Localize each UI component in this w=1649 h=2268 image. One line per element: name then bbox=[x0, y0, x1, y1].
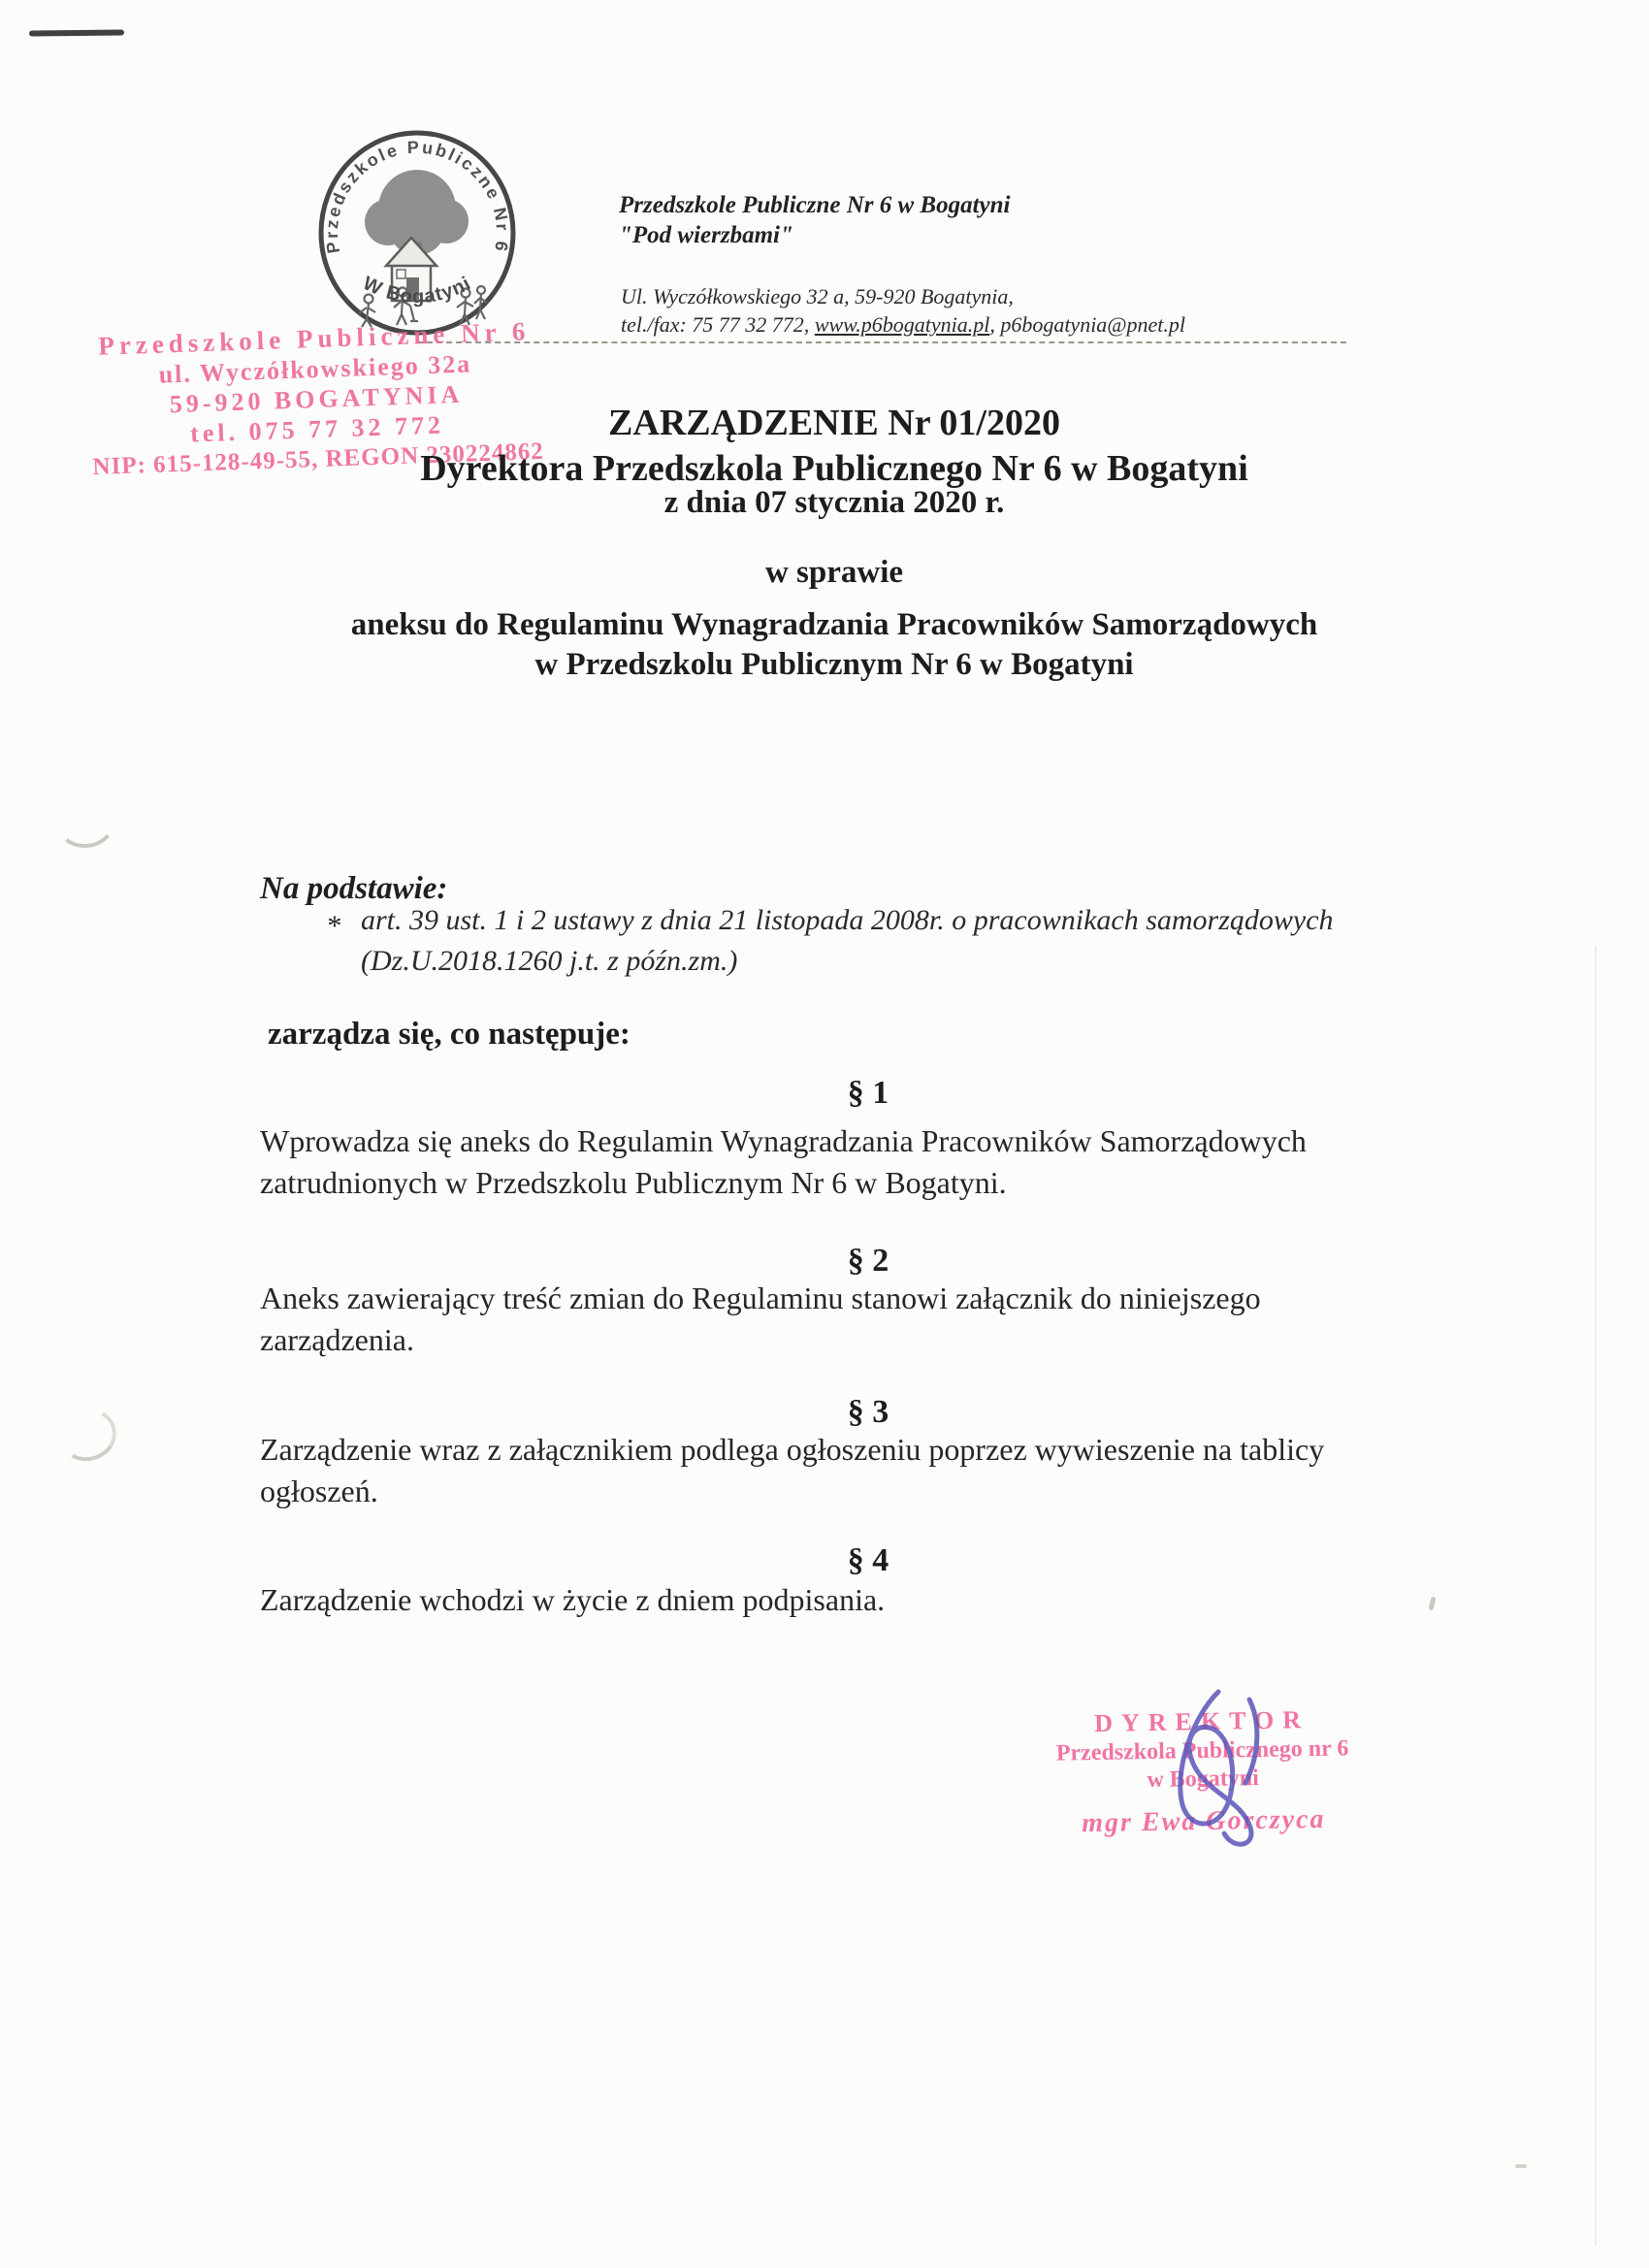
letterhead-org-line2: "Pod wierzbami" bbox=[619, 222, 793, 248]
scan-artifact-top-dash bbox=[29, 29, 124, 36]
letterhead-address-line1: Ul. Wyczółkowskiego 32 a, 59-920 Bogatynia, bbox=[621, 284, 1014, 308]
stamp-org-name: Przedszkole Publiczne Nr 6 bbox=[97, 316, 531, 361]
order-intro: zarządza się, co następuje: bbox=[268, 1017, 630, 1052]
section-2-line1: Aneks zawierający treść zmian do Regulaminu stanowi załącznik do niniejszego bbox=[260, 1280, 1261, 1315]
scan-artifact-arc-upper bbox=[51, 789, 119, 851]
stamp-nip-regon: NIP: 615-128-49-55, REGON 230224862 bbox=[92, 437, 545, 481]
signature-org-line1: Przedszkola Publicznego nr 6 bbox=[1055, 1735, 1349, 1766]
stamp-street: ul. Wyczółkowskiego 32a bbox=[158, 349, 472, 389]
legal-basis-heading: Na podstawie: bbox=[260, 871, 448, 906]
document-title-line1: ZARZĄDZENIE Nr 01/2020 bbox=[608, 403, 1060, 443]
letterhead-email: , p6bogatynia@pnet.pl bbox=[989, 312, 1186, 337]
logo-stamp-icon bbox=[313, 127, 521, 339]
section-4-mark: § 4 bbox=[847, 1542, 889, 1578]
letterhead-website-link: www.p6bogatynia.pl bbox=[814, 312, 990, 337]
scan-artifact-margin-mark bbox=[1428, 1597, 1436, 1611]
section-1-line2: zatrudnionych w Przedszkolu Publicznym Nr 6 w Bogatyni. bbox=[260, 1165, 1007, 1200]
signature-scribble-icon bbox=[1133, 1686, 1280, 1863]
legal-basis-item-line1: art. 39 ust. 1 i 2 ustawy z dnia 21 listopada 2008r. o pracownikach samorządowych bbox=[361, 904, 1334, 936]
handwritten-signature-ink bbox=[1133, 1686, 1280, 1863]
section-4-line1: Zarządzenie wchodzi w życie z dniem podpisania. bbox=[260, 1582, 886, 1617]
logo-bottom-text: W Bogatyni bbox=[359, 272, 475, 308]
document-date-line: z dnia 07 stycznia 2020 r. bbox=[663, 485, 1005, 520]
kindergarten-round-stamp-logo bbox=[313, 127, 521, 339]
scan-artifact-bottom-right-mark bbox=[1515, 2164, 1527, 2168]
logo-arc-text: Przedszkole Publiczne Nr 6 bbox=[321, 137, 513, 255]
stamp-city: 59-920 BOGATYNIA bbox=[169, 379, 464, 419]
section-3-mark: § 3 bbox=[847, 1394, 889, 1430]
signature-org-line2: w Bogatyni bbox=[1147, 1765, 1260, 1794]
section-3-line2: ogłoszeń. bbox=[260, 1474, 378, 1508]
letterhead-phone: tel./fax: 75 77 32 772, bbox=[621, 312, 815, 337]
signature-role: DYREKTOR bbox=[1093, 1705, 1310, 1737]
document-subject-line2: w Przedszkolu Publicznym Nr 6 w Bogatyni bbox=[534, 647, 1134, 682]
document-in-re: w sprawie bbox=[764, 555, 904, 590]
letterhead-org-line1: Przedszkole Publiczne Nr 6 w Bogatyni bbox=[619, 192, 1011, 218]
signature-name: mgr Ewa Gorczyca bbox=[1081, 1803, 1326, 1839]
section-1-mark: § 1 bbox=[847, 1075, 889, 1111]
document-title-line2: Dyrektora Przedszkola Publicznego Nr 6 w Bogatyni bbox=[420, 448, 1248, 489]
section-3-line1: Zarządzenie wraz z załącznikiem podlega ogłoszeniu poprzez wywieszenie na tablicy bbox=[260, 1432, 1325, 1467]
section-2-mark: § 2 bbox=[847, 1243, 889, 1279]
stamp-phone: tel. 075 77 32 772 bbox=[189, 410, 445, 448]
letterhead-org-name bbox=[619, 190, 1011, 250]
letterhead-address bbox=[621, 282, 1185, 339]
section-1-line1: Wprowadza się aneks do Regulamin Wynagradzania Pracowników Samorządowych bbox=[260, 1123, 1307, 1158]
legal-basis-bullet: * bbox=[326, 910, 340, 942]
document-subject-line1: aneksu do Regulaminu Wynagradzania Pracowników Samorządowych bbox=[350, 607, 1318, 642]
letterhead-contact-line bbox=[621, 310, 1185, 339]
legal-basis-item-line2: (Dz.U.2018.1260 j.t. z późn.zm.) bbox=[361, 945, 738, 977]
scan-artifact-page-edge bbox=[1595, 946, 1597, 2246]
scan-artifact-arc-lower bbox=[52, 1403, 121, 1468]
section-2-line2: zarządzenia. bbox=[260, 1322, 414, 1357]
